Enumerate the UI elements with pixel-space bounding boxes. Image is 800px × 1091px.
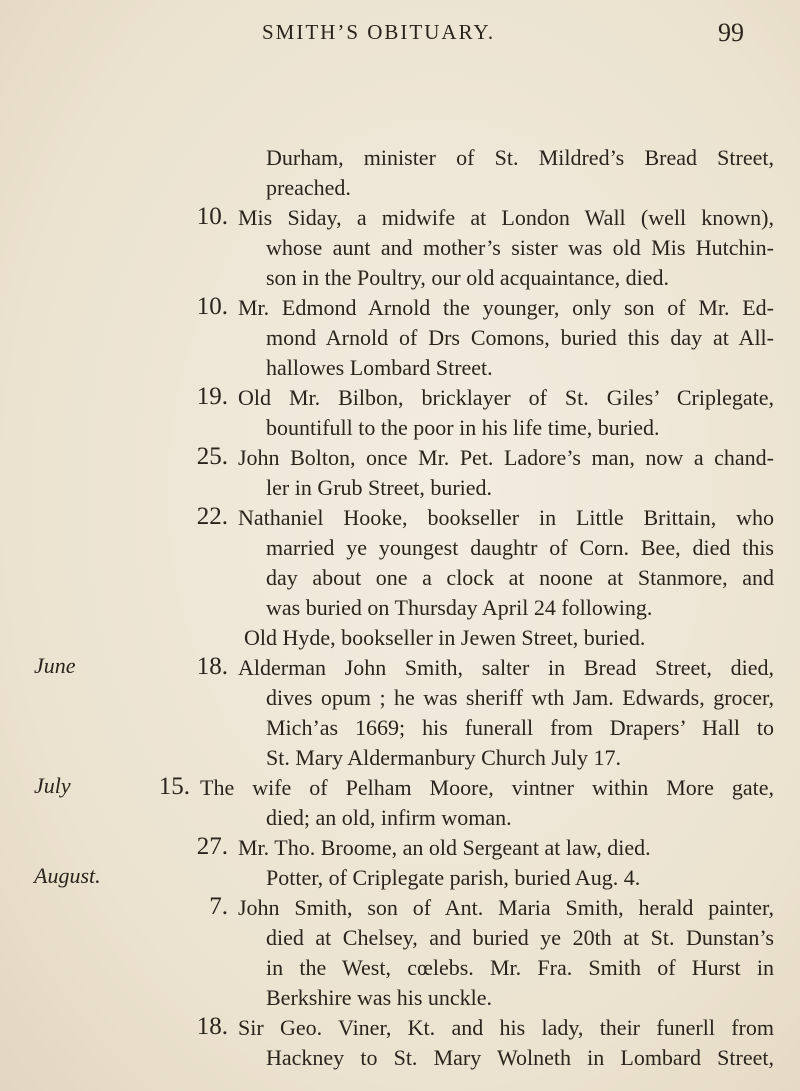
- text-line: Berkshire was his unckle.: [266, 985, 493, 1010]
- text-line: died at Chelsey, and buried ye 20th at St. Dunstan’s: [266, 925, 774, 950]
- opening-paragraph: [266, 143, 774, 203]
- text-line: John Bolton, once Mr. Pet. Ladore’s man, now a chand-: [238, 445, 774, 470]
- text-line: ler in Grub Street, buried.: [266, 475, 493, 500]
- text-line: Mr. Tho. Broome, an old Sergeant at law, died.: [238, 835, 651, 860]
- entry-text-cont: [266, 233, 774, 293]
- entry-day: 19.: [196, 383, 228, 410]
- entry-day: 18.: [196, 1013, 228, 1040]
- text-line: was buried on Thursday April 24 following.: [266, 595, 653, 620]
- entry-text-cont: [266, 1043, 774, 1073]
- entry-text: [238, 503, 774, 533]
- entry-text: [238, 893, 774, 923]
- text-line: preached.: [266, 175, 351, 200]
- entry-month: July: [34, 773, 71, 798]
- text-line: Hackney to St. Mary Wolneth in Lombard Street,: [266, 1045, 774, 1070]
- entry-text: [266, 863, 774, 893]
- text-line: Mis Siday, a midwife at London Wall (well known),: [238, 205, 774, 230]
- entry-day: 10.: [196, 203, 228, 230]
- text-line: Nathaniel Hooke, bookseller in Little Brittain, who: [238, 505, 774, 530]
- entry-day: 22.: [196, 503, 228, 530]
- text-line: Mich’as 1669; his funerall from Drapers’ Hall to: [266, 715, 774, 740]
- entry-text: [238, 833, 774, 863]
- text-line: Old Mr. Bilbon, bricklayer of St. Giles’ Criplegate,: [238, 385, 774, 410]
- text-line: John Smith, son of Ant. Maria Smith, herald painter,: [238, 895, 774, 920]
- entry-month: August.: [34, 863, 101, 888]
- text-line: day about one a clock at noone at Stanmore, and: [266, 565, 774, 590]
- entry-text: [238, 203, 774, 233]
- text-line: in the West, cœlebs. Mr. Fra. Smith of Hurst in: [266, 955, 774, 980]
- text-line: Mr. Edmond Arnold the younger, only son of Mr. Ed-: [238, 295, 774, 320]
- entry-day: 25.: [196, 443, 228, 470]
- text-line: mond Arnold of Drs Comons, buried this day at All-: [266, 325, 774, 350]
- entry-day: 10.: [196, 293, 228, 320]
- entry-text-cont: [266, 683, 774, 773]
- entry-text-cont: [266, 923, 774, 1013]
- entry-text-cont: [266, 413, 774, 443]
- entry-text-cont: [266, 323, 774, 383]
- text-line: hallowes Lombard Street.: [266, 355, 493, 380]
- entry-text-cont: [266, 803, 774, 833]
- page-header: [0, 20, 800, 60]
- entry-text-cont: [266, 533, 774, 623]
- entry-text: [238, 1013, 774, 1043]
- entry-text: [238, 653, 774, 683]
- text-line: Old Hyde, bookseller in Jewen Street, buried.: [244, 625, 646, 650]
- page-number: 99: [718, 18, 744, 47]
- entry-day: 18.: [196, 653, 228, 680]
- running-head: SMITH’S OBITUARY.: [262, 20, 496, 44]
- text-line: The wife of Pelham Moore, vintner within More gate,: [200, 775, 774, 800]
- text-line: dives opum ; he was sheriff wth Jam. Edwards, grocer,: [266, 685, 774, 710]
- text-line: whose aunt and mother’s sister was old Mis Hutchin-: [266, 235, 774, 260]
- text-line: Potter, of Criplegate parish, buried Aug. 4.: [266, 865, 641, 890]
- text-line: Alderman John Smith, salter in Bread Street, died,: [238, 655, 774, 680]
- text-line: died; an old, infirm woman.: [266, 805, 512, 830]
- entry-text: [200, 773, 774, 803]
- entry-month: June: [34, 653, 76, 678]
- text-line: Durham, minister of St. Mildred’s Bread Street,: [266, 145, 774, 170]
- entry-text-cont: [266, 473, 774, 503]
- text-line: St. Mary Aldermanbury Church July 17.: [266, 745, 622, 770]
- entry-text: [238, 383, 774, 413]
- text-line: Sir Geo. Viner, Kt. and his lady, their funerll from: [238, 1015, 774, 1040]
- text-line: bountifull to the poor in his life time, buried.: [266, 415, 660, 440]
- entry-text-extra: [244, 623, 774, 653]
- entry-text: [238, 443, 774, 473]
- text-line: son in the Poultry, our old acquaintance, died.: [266, 265, 670, 290]
- entry-day: 7.: [209, 893, 228, 920]
- entry-day: 27.: [196, 833, 228, 860]
- text-line: married ye youngest daughtr of Corn. Bee, died this: [266, 535, 774, 560]
- entry-day: 15.: [158, 773, 190, 800]
- entry-text: [238, 293, 774, 323]
